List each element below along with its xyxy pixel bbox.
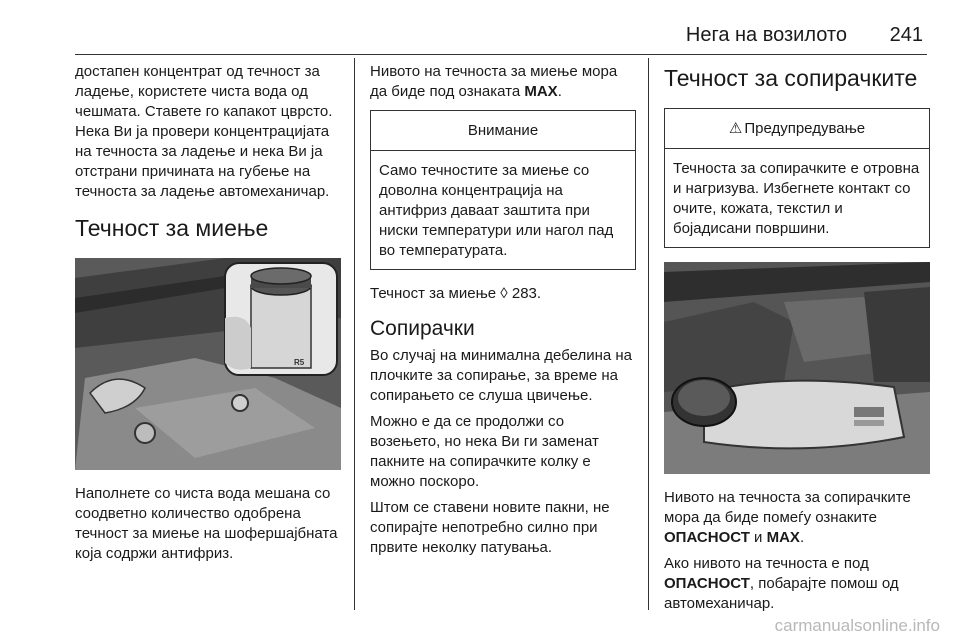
brakes-text-3: Штом се ставени новите пакни, не сопирајте непотребно силно при првите неколку патувања. [370,499,610,556]
reservoir-tag: R5 [294,358,305,367]
reference-arrow-icon: ◊ [500,285,508,302]
brakes-text-2: Можно е да се продолжи со возењето, но нека Ви ги заменат пакните на сопирачките колку е можно поскоро. [370,413,599,490]
brakes-heading: Сопирачки [370,317,475,340]
column-divider-2 [648,58,649,610]
washer-fluid-text: Наполнете со чиста вода мешана со соодветно количество одобрена течност за миење на шофершајбната која содржи антифриз. [75,485,338,562]
column-3 [664,62,930,620]
washer-fluid-heading: Течност за миење [75,215,269,241]
max-mark: MAX [524,83,558,100]
brake-fluid-heading: Течност за сопирачките [664,65,918,91]
brakes-text-1: Во случај на минимална дебелина на плочките за сопирање, за време на сопирањето се слуша цвичење. [370,347,633,404]
washer-reference: Течност за миење ◊ 283. [370,285,542,302]
caution-box [370,110,636,270]
page-header [75,24,927,54]
brake-fluid-figure [664,262,930,474]
warning-box [664,108,930,248]
page-title: Нега на возилото [685,24,847,46]
page-number: 241 [889,24,923,46]
column-1 [75,62,341,570]
brake-low-text: Ако нивото на течноста е под ОПАСНОСТ, побарајте помош од автомеханичар. [664,555,899,612]
coolant-intro-text: достапен концентрат од течност за ладење, користете чиста вода од чешмата. Ставете го капакот цврсто. Нека Ви ја провери концентрацијата на течноста за ладење и нека Ви ја отстрани причината на губење на течноста за ладење автомеханичар. [75,63,333,200]
warning-icon: ⚠ [728,120,743,137]
washer-level-text: Нивото на течноста за миење мора да биде под ознаката MAX. [370,63,618,100]
header-rule [75,54,927,55]
caution-title: Внимание [371,111,635,151]
column-2 [370,62,636,564]
brake-level-text: Нивото на течноста за сопирачките мора да биде помеѓу ознаките ОПАСНОСТ и MAX. [664,489,911,546]
column-divider-1 [354,58,355,610]
watermark: carmanualsonline.info [774,616,940,635]
washer-reservoir-figure [75,258,341,470]
brake-reservoir-illustration [664,262,930,474]
warning-title: ⚠ Предупредување [665,109,929,149]
warning-body: Течноста за сопирачките е отровна и нагризувa. Избегнете контакт со очите, кожата, текстил и бојадисани површини. [673,160,920,237]
caution-body: Само течностите за миење со доволна концентрација на антифриз даваат заштита при ниски температури или нагол пад во температурата. [379,162,614,259]
